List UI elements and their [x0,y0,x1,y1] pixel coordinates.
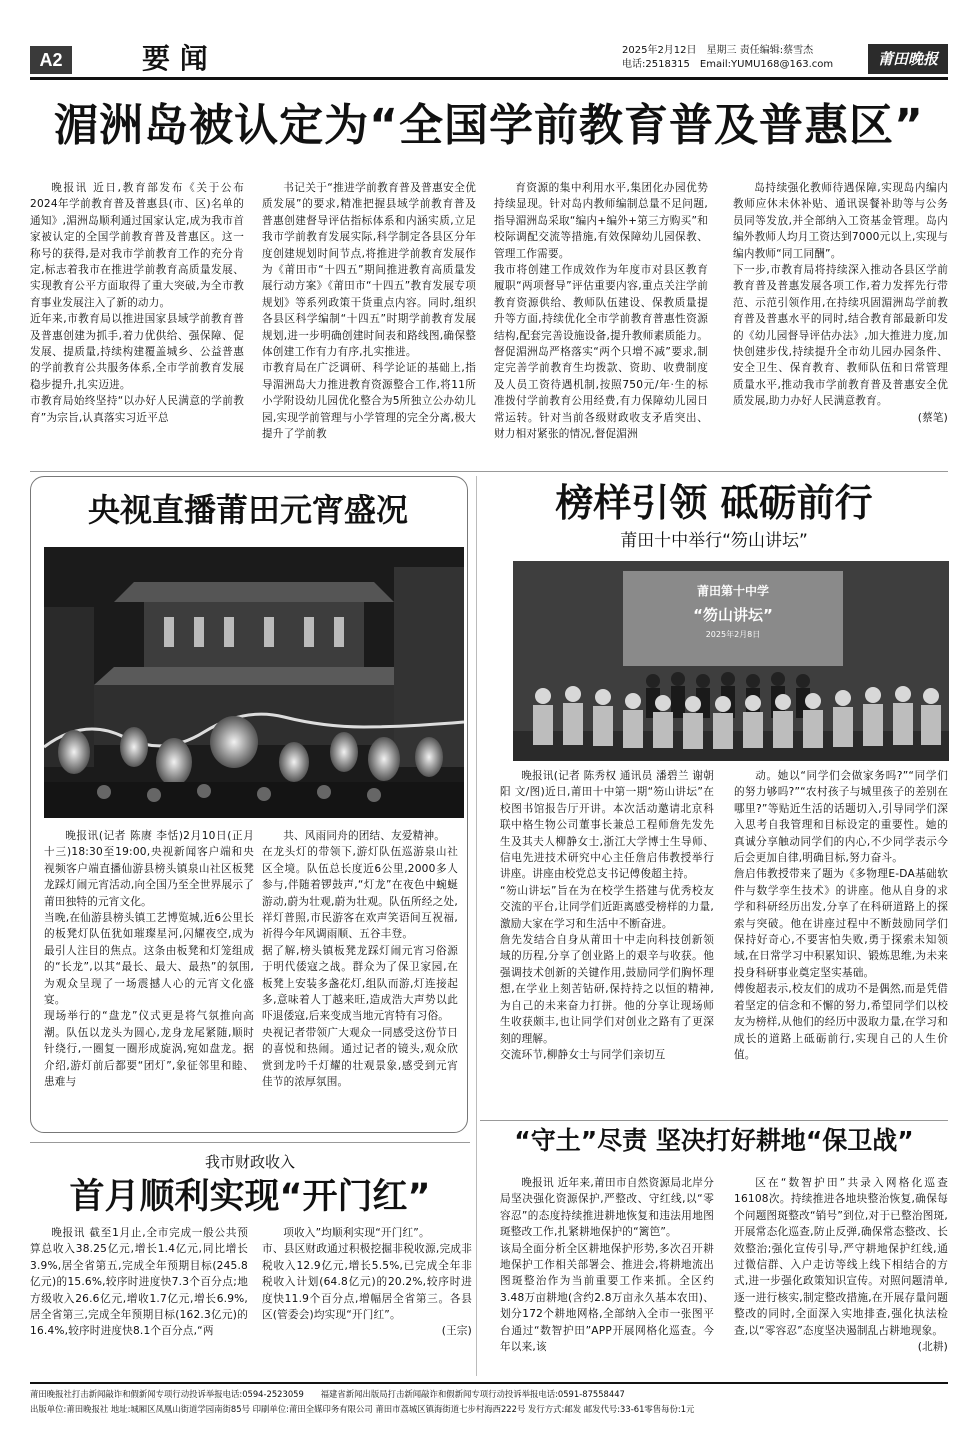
article4-text-1: 晚报讯 近年来,莆田市自然资源局北岸分局坚决强化资源保护,严整改、守红线,以“零容忍”的态度持续推进耕地恢复和违法用地图斑整改工作,扎紧耕地保护的“篱笆”。 该局全面分析全区耕地保护形势,多次召开耕地保护工作相关部署会、推进会,将耕地流出图斑整治作为当前重要工作来抓。全区约3.48万亩耕地(含约2.8万亩永久基本农田)、划分172个耕地网格,全部纳入全市一张图平台通过“数智护田”APP开展网格化巡查。今年以来,该 [500,1177,714,1354]
article4-byline: (北耕) [917,1341,948,1354]
finance-headline: 首月顺利实现“开门红” [69,1177,431,1217]
article2-text-2: 共、风雨同舟的团结、友爱精神。 在龙头灯的带领下,游灯队伍巡游泉山社区全境。队伍总长度近6公里,2000多人参与,伴随着锣鼓声,“灯龙”在夜色中蜿蜒游动,蔚为壮观,蔚为壮观。队伍所经之处,祥灯普照,市民游客在欢声笑语间互祝福,祈得今年风调雨顺、五谷丰登。 据了解,榜头镇板凳龙踩灯闹元宵习俗源于明代倭寇之战。群众为了保卫家园,在板凳上安装多盏花灯,组队而游,灯连接起多,意味着人丁越来旺,造成浩大声势以此吓退倭寇,后来变成当地元宵特有习俗。 央视记者带领广大观众一同感受这份节日的喜悦和热闹。通过记者的镜头,观众欣赏到龙吟千灯耀的壮观景象,感受到元宵佳节的浓厚氛围。 [262,830,458,1089]
section-title: 要 闻 [142,42,208,75]
footer-complaint-line: 莆田晚报社打击新闻敲诈和假新闻专项行动投诉举报电话:0594-2523059 福建省新闻出版局打击新闻敲诈和假新闻专项行动投诉举报电话:0591-87558447 [30,1389,625,1399]
article4-text-2: 区在“数智护田”共录入网格化巡查16108次。持续推进各地块整治恢复,确保每个问题图斑整改“销号”到位,对于已整治图斑,开展常态化巡查,防止反弹,确保常态整改、长效整治;强化宣传引导,严守耕地保护红线,通过微信群、入户走访等线上线下相结合的方式,进一步强化政策知识宣传。对照问题清单,逐一进行核实,制定整改措施,在开展存量问题整改的同时,全面深入实地排查,强化执法检查,以“零容忍”态度坚决遏制乱占耕地现象。 [734,1177,948,1337]
forum-headline: 榜样引领 砥砺前行 [555,481,873,525]
article3-text-1: 晚报讯(记者 陈秀权 通讯员 潘碧兰 谢朝阳 文/图)近日,莆田十中第一期“笏山讲坛”在校图书馆报告厅开讲。本次活动邀请北京科联中格生物公司董事长兼总工程师詹先发先生及其夫人柳静女士,浙江大学博士生导师、信电先进技术研究中心主任詹启伟教授举行讲座。讲座由校党总支书记傅俊超主持。 “笏山讲坛”旨在为在校学生搭建与优秀校友交流的平台,让同学们近距离感受榜样的力量,激励大家在学习和生活中不断奋进。 詹先发结合自身从莆田十中走向科技创新领域的历程,分享了创业路上的艰辛与收获。他强调技术创新的关键作用,鼓励同学们胸怀理想,在学业上刻苦钻研,保持持之以恒的精神,为自己的未来奋力打拼。他的分享让现场师生收获颇丰,也让同学们对创业之路有了更深刻的理解。 交流环节,柳静女士与同学们亲切互 [500,770,714,1061]
article1-column-2 [262,180,476,470]
page-number: A2 [30,46,72,74]
article1-column-4 [733,180,948,470]
date-editor-line: 2025年2月12日 星期三 责任编辑:蔡雪杰 [622,45,814,56]
article1-text-2: 书记关于“推进学前教育普及普惠安全优质发展”的要求,精准把握县域学前教育普及普惠创建督导评估指标体系和内涵实质,立足我市学前教育发展实际,科学制定各县区分年度创建规划时间节点,将推进学前教育发展作为《莆田市“十四五”期间推进教育高质量发展行动方案》《莆田市“十四五”教育发展专项规划》等系列政策干货重点内容。同时,组织各县区科学编制“十四五”时期学前教育发展规划,进一步明确创建时间表和路线图,确保整体创建工作有力有序,扎实推进。 市教育局在广泛调研、科学论证的基础上,指导湄洲岛大力推进教育资源整合工作,将11所小学附设幼儿园优化整合为5所独立公办幼儿园,实现学前管理与小学管理的完全分离,极大提升了学前教 [262,182,476,441]
article1-column-1 [30,180,244,470]
masthead [30,42,948,76]
article1-text-3: 育资源的集中利用水平,集团化办园优势持续显现。针对岛内教师编制总量不足问题,指导湄洲岛采取“编内+编外+第三方购买”和校际调配交流等措施,有效保障幼儿园保教、管理工作需要。 我市将创建工作成效作为年度市对县区教育履职“两项督导”评估重要内容,重点关注学前教育资源供给、教师队伍建设、保教质量提升等方面,持续优化全市学前教育普惠性资源结构,配套完善设施设备,提升教师素质能力。督促湄洲岛严格落实“两个只增不减”要求,制定完善学前教育生均拨款、资助、收费制度及人员工资待遇机制,按照750元/年·生的标准拨付学前教育公用经费,有力保障幼儿园日常运转。针对当前各级财政收支矛盾突出、财力相对紧张的情况,督促湄洲 [494,182,708,441]
article1-text-4: 岛持续强化教师待遇保障,实现岛内编内教师应休未休补贴、通讯误餐补助等与公务员同等发放,并全部纳入工资基金管理。岛内编外教师人均月工资达到7000元以上,实现与编内教师“同工同酬”。 下一步,市教育局将持续深入推动各县区学前教育普及普惠发展各项工作,着力发挥先行带范、示范引领作用,在持续巩固湄洲岛学前教育普及普惠水平的同时,结合教育部最新印发的《幼儿园督导评估办法》,加大推进力度,加快创建步伐,持续提升全市幼儿园办园条件、安全卫生、保育教育、教师队伍和日常管理质量水平,推动我市学前教育普及普惠安全优质发展,助力办好人民满意教育。 [733,182,948,408]
article3-column-2 [734,768,948,1120]
article2-column-2 [262,828,458,1126]
footer-publisher-line: 出版单位:莆田晚报社 地址:城厢区凤凰山街道学园南街85号 印刷单位:莆田全媒印务有限公司 莆田市荔城区镇海街道七步村海西222号 发行方式:邮发 邮发代号:33-61零售每份:1元 [30,1404,695,1414]
lantern-festival-photo [44,547,464,818]
lantern-photo-illustration [44,547,464,818]
newspaper-logo: 莆田晚报 [868,44,948,74]
banner-school-name: 莆田第十中学 [696,584,769,598]
center-divider [476,476,477,1376]
lead-headline: 湄洲岛被认定为“全国学前教育普及普惠区” [54,100,924,151]
article4-column-1 [500,1175,714,1375]
divider-5 [30,1142,470,1143]
lantern-headline: 央视直播莆田元宵盛况 [87,491,408,529]
banner-date: 2025年2月8日 [705,630,761,639]
article1-byline: (蔡笔) [917,411,948,424]
divider-1 [30,471,948,472]
article2-text-1: 晚报讯(记者 陈赓 李恬)2月10日(正月十三)18:30至19:00,央视新闻客户端和央视频客户端直播仙游县榜头镇泉山社区板凳龙踩灯闹元宵活动,向全国乃至全世界展示了莆田独特的元宵文化。 当晚,在仙游县榜头镇工艺博览城,近6公里长的板凳灯队伍犹如璀璨星河,闪耀夜空,成为最引人注目的焦点。这条由板凳和灯笼组成的“长龙”,以其“最长、最大、最热”的氛围,为观众呈现了一场震撼人心的元宵文化盛宴。 现场举行的“盘龙”仪式更是将气氛推向高潮。队伍以龙头为圆心,龙身龙尾紧随,顺时针绕行,一圈复一圈形成旋涡,宛如盘龙。据介绍,游灯前后都要“团灯”,象征邻里和睦、患难与 [44,830,254,1089]
forum-subheadline: 莆田十中举行“笏山讲坛” [620,531,808,551]
article5-column-1 [30,1225,248,1377]
article1-text-1: 晚报讯 近日,教育部发布《关于公布2024年学前教育普及普惠县(市、区)名单的通知》,湄洲岛顺利通过国家认定,成为我市首家被认定的全国学前教育普及普惠区。这一称号的获得,是对我市学前教育工作的充分肯定,标志着我市在推进学前教育高质量发展、实现教育公平方面取得了重大突破,为全市教育事业发展注入了新的动力。 近年来,市教育局以推进国家县域学前教育普及普惠创建为抓手,着力优供给、强保障、促发展、提质量,持续构建覆盖城乡、公益普惠的学前教育公共服务体系,全市学前教育发展稳步提升,扎实迈进。 市教育局始终坚持“以办好人民满意的学前教育”为宗旨,认真落实习近平总 [30,182,244,424]
contact-line: 电话:2518315 Email:YUMU168@163.com [622,59,834,70]
article1-column-3 [494,180,708,470]
forum-group-photo [513,561,949,761]
footer-rule [30,1382,948,1384]
article4-column-2 [734,1175,948,1375]
article5-column-2 [262,1225,472,1377]
article5-text-2: 项收入”均顺利实现“开门红”。 市、县区财政通过积极挖掘非税收源,完成非税收入12.9亿元,增长5.5%,已完成全年非税收入计划(64.8亿元)的20.2%,较序时进度快11.9个百分点,增幅居全省第三。各县区(管委会)均实现“开门红”。 [262,1227,472,1322]
article3-column-1 [500,768,714,1120]
finance-kicker: 我市财政收入 [204,1153,295,1171]
article3-text-2: 动。她以“同学们会做家务吗?”“同学们的努力够吗?”“农村孩子与城里孩子的差别在哪里?”等贴近生活的话题切入,引导同学们深入思考自我管理和目标设定的重要性。她的真诚分享触动同学们的内心,不少同学表示今后会更加自律,明确目标,努力奋斗。 詹启伟教授带来了题为《多物理E-DA基础软件与数学孪生技术》的讲座。他从自身的求学和科研经历出发,分享了在科研道路上的探索与突破。他在讲座过程中不断鼓励同学们保持好奇心,不要害怕失败,勇于探索未知领域,在日常学习中积累知识、锻炼思维,为未来投身科研事业奠定坚实基础。 傅俊超表示,校友们的成功不是偶然,而是凭借着坚定的信念和不懈的努力,希望同学们以校友为榜样,从他们的经历中汲取力量,在学习和成长的道路上砥砺前行,实现自己的人生价值。 [734,770,948,1061]
header-rule [30,77,948,80]
article2-column-1 [44,828,254,1126]
article5-byline: (王宗) [441,1325,472,1338]
farmland-headline: “守土”尽责 坚决打好耕地“保卫战” [514,1126,914,1155]
article5-text-1: 晚报讯 截至1月止,全市完成一般公共预算总收入38.25亿元,增长1.4亿元,同比增长3.9%,居全省第五,完成全年预期目标(245.8亿元)的15.6%,较序时进度快7.3个百分点;地方级收入26.6亿元,增收1.7亿元,增长6.9%,居全省第三,完成全年预期目标(162.3亿元)的16.4%,较序时进度快8.1个百分点,“两 [30,1227,248,1338]
banner-forum-name: “笏山讲坛” [693,606,773,624]
divider-4 [480,1120,948,1121]
